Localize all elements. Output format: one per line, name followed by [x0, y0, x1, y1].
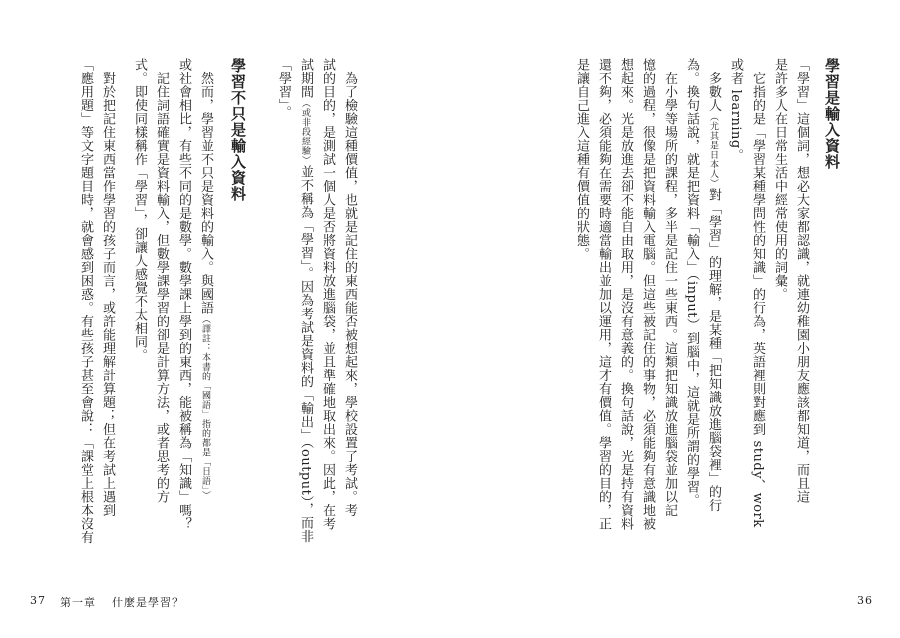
- text-column: [597, 58, 610, 531]
- column-text: 在小學等場所的課程，多半是記住一些東西。這類把知識放進腦袋並加以記: [662, 58, 677, 517]
- column-text: 它指的是「學習某種學問性的知識」的行為，英語裡則對應到 study、work: [750, 58, 765, 528]
- inline-note: （或非段經驗）: [300, 98, 310, 165]
- column-text: 記住詞語確實是資料輸入，但數學課學習的卻是計算方法，或者思考的方: [154, 58, 169, 504]
- text-column: [79, 58, 92, 544]
- section-heading: 學習不只是輸入資料: [229, 58, 247, 202]
- text-column: [707, 58, 720, 512]
- column-text: 想起來。光是放進去卻不能自由取用，是沒有意義的。換句話說，光是持有資料: [618, 58, 633, 531]
- text-column: [751, 58, 764, 528]
- text-column: [641, 58, 654, 531]
- column-text: 然而，學習並不只是資料的輸入。與國語: [198, 58, 213, 315]
- text-column: [343, 58, 356, 517]
- column-text: 是許多人在日常生活中經常使用的詞彙。: [772, 58, 787, 301]
- column-text: 試期間: [298, 58, 313, 99]
- inline-note: （尤其是日本人）: [708, 112, 718, 188]
- column-text: 「學習」。: [276, 58, 291, 119]
- column-text: 或者 learning。: [728, 58, 743, 163]
- text-column: [277, 58, 290, 119]
- column-text: 對「學習」的理解，是某種「把知識放進腦袋裡」的行: [706, 188, 721, 512]
- column-text: 「學習」這個詞，想必大家都認識，就連幼稚園小朋友應該都知道，而且這: [794, 58, 809, 504]
- column-text: 對於把記住東西當作學習的孩子而言，或許能理解計算題；但在考試上遇到: [100, 58, 115, 517]
- column-text: 憶的過程，很像是把資料輸入電腦。但這些被記住的事物，必須能夠有意識地被: [640, 58, 655, 531]
- column-text: 試的目的，是測試一個人是否將資料放進腦袋，並且準確地取出來。因此，在考: [320, 58, 335, 531]
- column-text: 式。即使同樣稱作「學習」，卻讓人感覺不太相同。: [132, 58, 147, 362]
- column-text: 為了檢驗這種價值，也就是記住的東西能否被想起來，學校設置了考試。考: [342, 58, 357, 517]
- page-number: 36: [857, 594, 873, 607]
- text-column: [685, 58, 698, 507]
- page-number: 37: [30, 594, 46, 607]
- text-column: [101, 58, 114, 517]
- text-column: [199, 58, 212, 500]
- column-text: 還不夠，必須能夠在需要時適當輸出並加以運用，這才有價值。學習的目的，正: [596, 58, 611, 531]
- text-column: [773, 58, 786, 301]
- text-column: [729, 58, 742, 162]
- column-text: 「應用題」等文字題目時，就會感到困惑。有些孩子甚至會說：「課堂上根本沒有: [78, 58, 93, 544]
- text-column: [299, 58, 312, 543]
- section-heading: 學習是輸入資料: [823, 58, 841, 170]
- text-column: [663, 58, 676, 517]
- text-column: [321, 58, 334, 531]
- text-column: [575, 58, 588, 261]
- text-column: [795, 58, 808, 504]
- chapter-title: 什麼是學習？: [112, 596, 184, 609]
- text-column: [177, 58, 190, 531]
- column-text: 是讓自己進入這種有價值的狀態。: [574, 58, 589, 261]
- inline-note: （譯註：本書的「國語」指的都是「日語」）: [200, 314, 210, 500]
- text-column: [155, 58, 168, 504]
- text-column: [133, 58, 146, 362]
- chapter-label: 第一章: [60, 596, 96, 609]
- column-text: 多數人: [706, 58, 721, 112]
- text-column: [619, 58, 632, 531]
- column-text: 為。換句話說，就是把資料「輸入」（input）到腦中，這就是所謂的學習。: [684, 58, 699, 507]
- column-text: 或社會相比，有些不同的是數學。數學課上學到的東西，能被稱為「知識」嗎？: [176, 58, 191, 531]
- column-text: 並不稱為「學習」。因為考試是資料的「輸出」（output），而非: [298, 165, 313, 543]
